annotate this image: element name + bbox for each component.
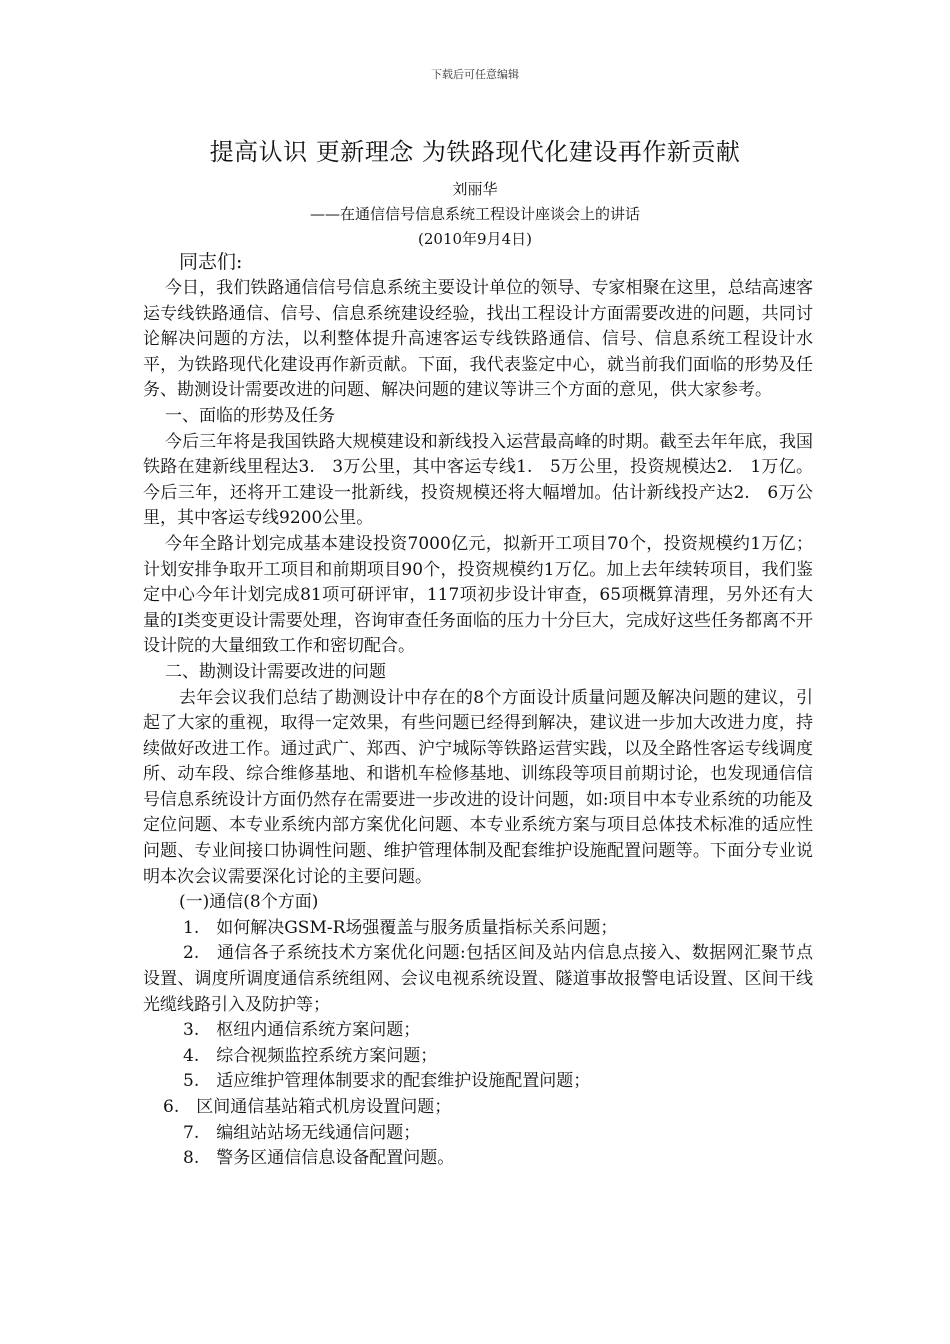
speech-date: (2010年9月4日) — [418, 230, 532, 248]
intro-paragraph: 今日，我们铁路通信信号信息系统主要设计单位的领导、专家相聚在这里，总结高速客运专线铁路通信、信号、信息系统建设经验，找出工程设计方面需要改进的问题，共同讨论解决问题的方法，以利整体提升高速客运专线铁路通信、信号、信息系统工程设计水平，为铁路现代化建设再作新贡献。下面，我代表鉴定中心，就当前我们面临的形势及任务、勘测设计需要改进的问题、解决问题的建议等讲三个方面的意见，供大家参考。 — [143, 278, 813, 401]
list-item: 7. 编组站站场无线通信问题； — [183, 1122, 421, 1143]
author-name: 刘丽华 — [452, 180, 498, 198]
section-1-heading: 一、面临的形势及任务 — [165, 405, 335, 426]
list-item: 2. 通信各子系统技术方案优化问题:包括区间及站内信息点接入、数据网汇聚节点设置、调度所调度通信系统组网、会议电视系统设置、隧道事故报警电话设置、区间干线光缆线路引入及防护等； — [143, 943, 813, 1015]
greeting: 同志们: — [179, 251, 243, 273]
list-item: 8. 警务区通信信息设备配置问题。 — [183, 1148, 455, 1169]
section-1-paragraph-1: 今后三年将是我国铁路大规模建设和新线投入运营最高峰的时期。截至去年年底，我国铁路在建新线里程达3. 3万公里，其中客运专线1. 5万公里，投资规模达2. 1万亿。今后三年，还将开工建设一批新线，投资规模还将大幅增加。估计新线投产达2. 6万公里，其中客运专线9200公里。 — [143, 431, 813, 529]
header-note: 下载后可任意编辑 — [431, 68, 519, 81]
list-item: 6. 区间通信基站箱式机房设置问题； — [163, 1097, 452, 1117]
document-body — [143, 248, 813, 1172]
section-2-heading: 二、勘测设计需要改进的问题 — [165, 661, 386, 682]
document-title: 提高认识 更新理念 为铁路现代化建设再作新贡献 — [209, 138, 741, 166]
list-item: 1. 如何解决GSM-R场强覆盖与服务质量指标关系问题； — [183, 917, 618, 938]
list-item: 3. 枢纽内通信系统方案问题； — [183, 1020, 421, 1041]
subsection-heading: (一)通信(8个方面) — [179, 892, 319, 913]
section-1-paragraph-2: 今年全路计划完成基本建设投资7000亿元，拟新开工项目70个，投资规模约1万亿；计划安排争取开工项目和前期项目90个，投资规模约1万亿。加上去年续转项目，我们鉴定中心今年计划完成81项可研评审，117项初步设计审查，65项概算清理，另外还有大量的I类变更设计需要处理，咨询审查任务面临的压力十分巨大，完成好这些任务都离不开设计院的大量细致工作和密切配合。 — [143, 533, 813, 657]
list-item: 4. 综合视频监控系统方案问题； — [183, 1045, 438, 1066]
list-item: 5. 适应维护管理体制要求的配套维护设施配置问题； — [183, 1071, 591, 1092]
section-2-paragraph-1: 去年会议我们总结了勘测设计中存在的8个方面设计质量问题及解决问题的建议，引起了大家的重视，取得一定效果，有些问题已经得到解决，建议进一步加大改进力度，持续做好改进工作。通过武广、郑西、沪宁城际等铁路运营实践，以及全路性客运专线调度所、动车段、综合维修基地、和谐机车检修基地、训练段等项目前期讨论，也发现通信信号信息系统设计方面仍然存在需要进一步改进的设计问题，如:项目中本专业系统的功能及定位问题、本专业系统内部方案优化问题、本专业系统方案与项目总体技术标准的适应性问题、专业间接口协调性问题、维护管理体制及配套维护设施配置问题等。下面分专业说明本次会议需要深化讨论的主要问题。 — [143, 687, 813, 887]
speech-subtitle: ——在通信信号信息系统工程设计座谈会上的讲话 — [309, 205, 640, 223]
